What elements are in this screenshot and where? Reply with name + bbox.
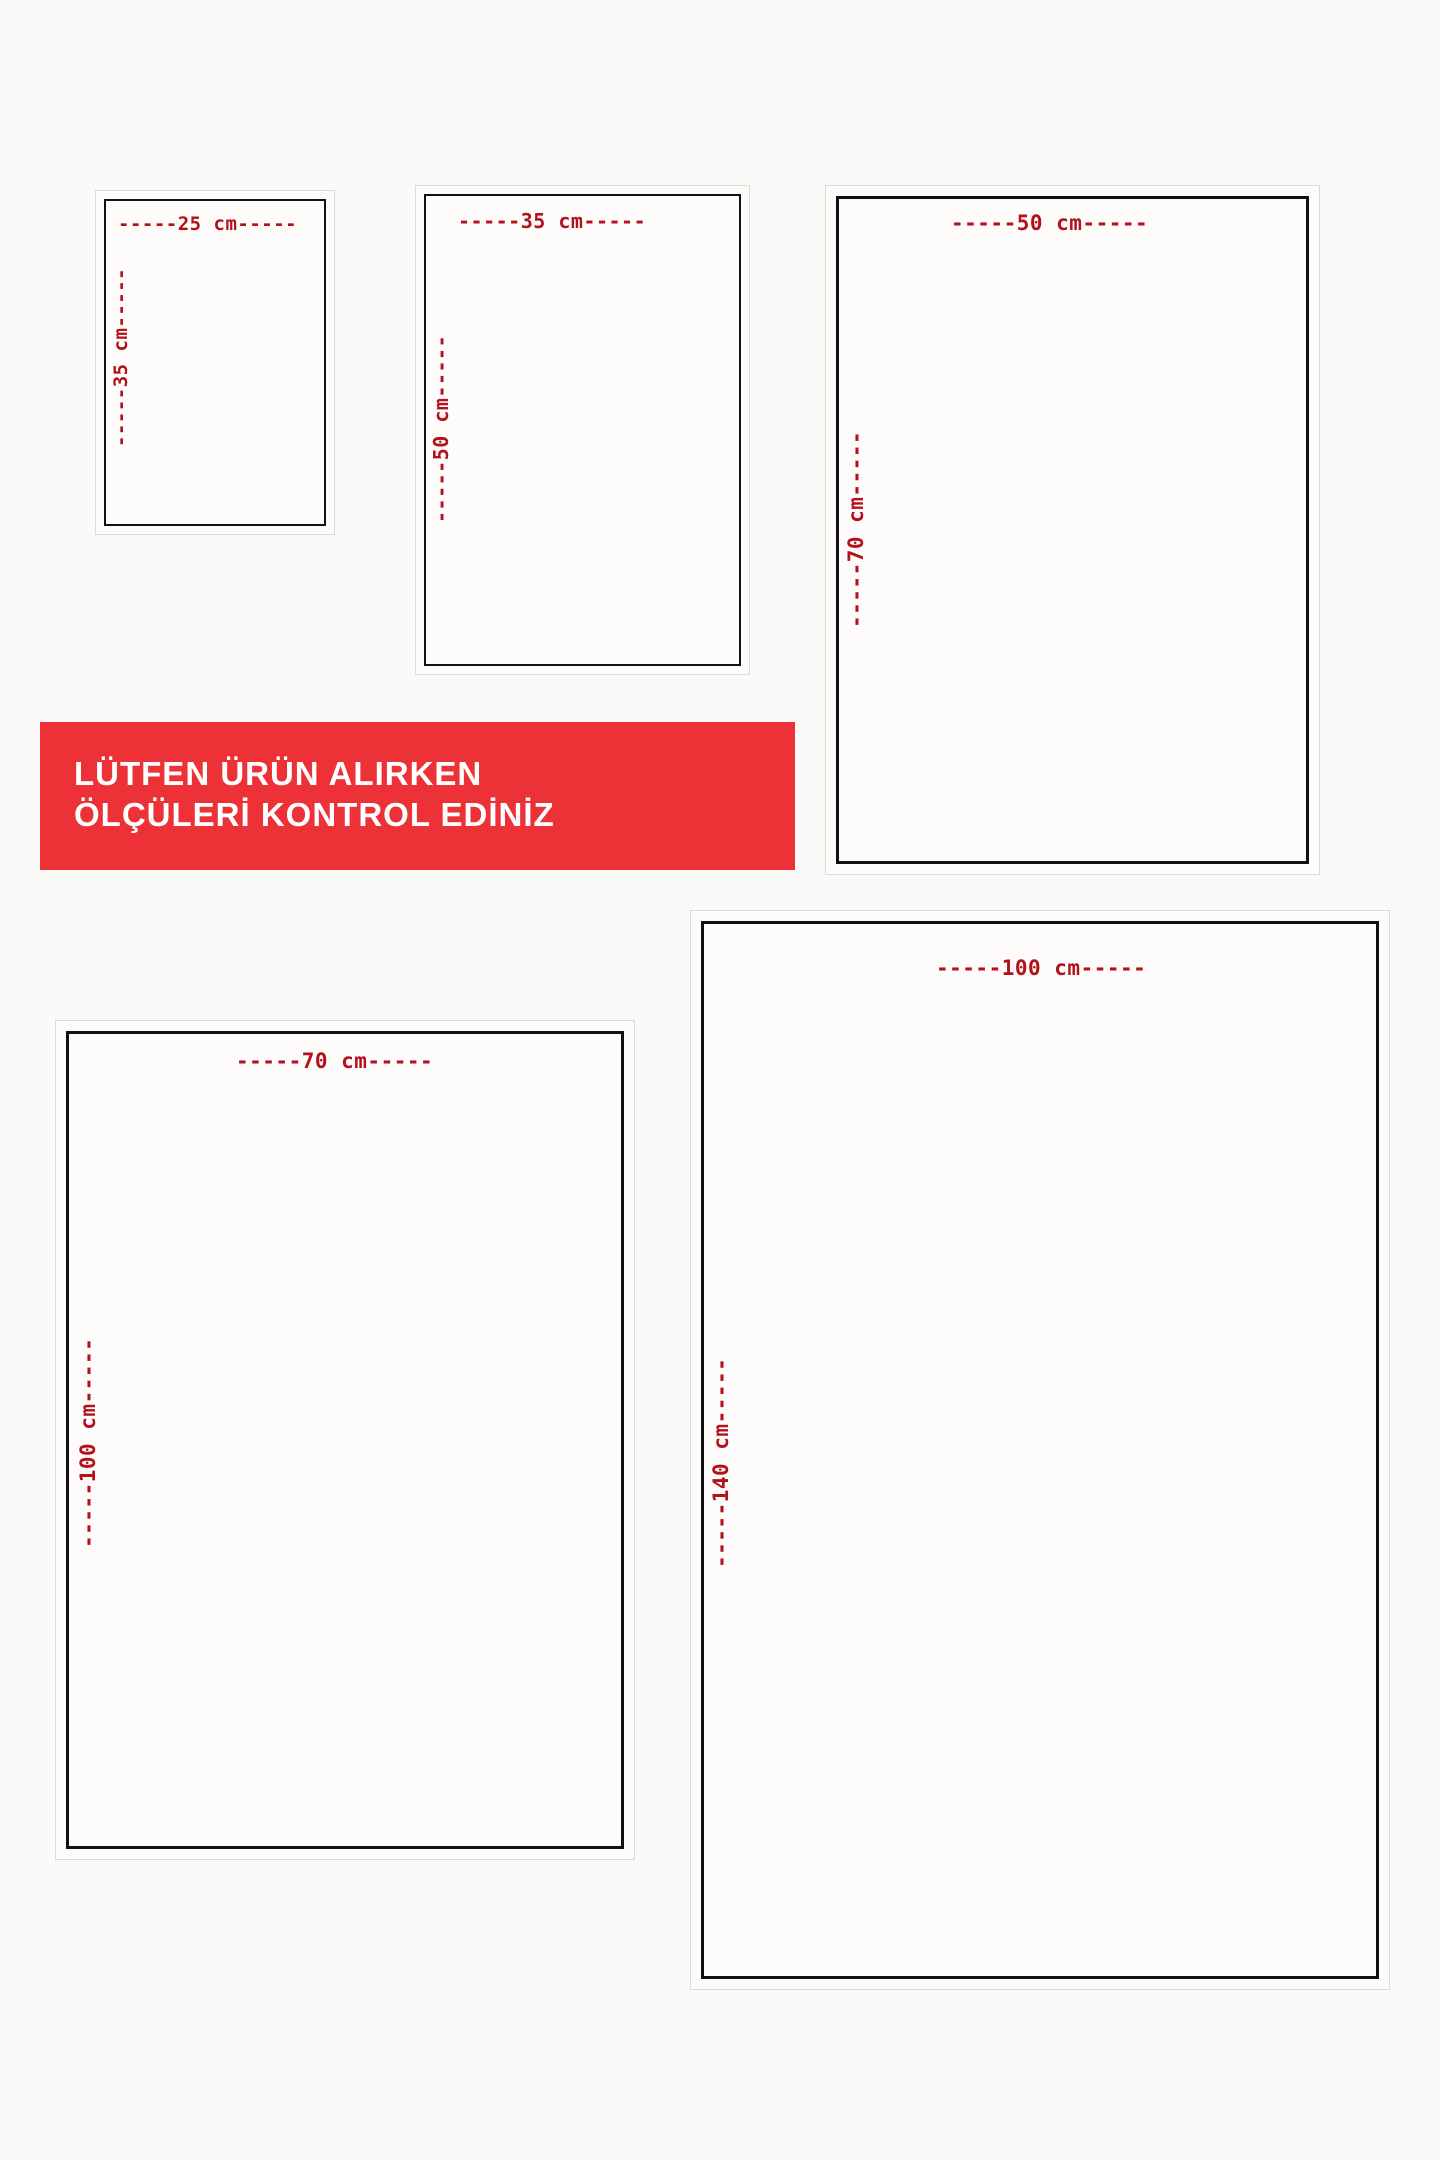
height-label-35cm: -----35 cm-----	[110, 267, 132, 447]
warning-line-2: ÖLÇÜLERİ KONTROL EDİNİZ	[74, 796, 555, 833]
size-swatch-inner	[836, 196, 1309, 864]
size-swatch-inner	[104, 199, 326, 526]
size-swatch-35x50	[415, 185, 750, 675]
width-label-70cm: -----70 cm-----	[236, 1049, 434, 1073]
size-swatch-inner	[701, 921, 1379, 1979]
size-swatch-50x70	[825, 185, 1320, 875]
size-swatch-inner	[424, 194, 741, 666]
size-swatch-100x140	[690, 910, 1390, 1990]
width-label-35cm: -----35 cm-----	[458, 209, 647, 233]
height-label-50cm: -----50 cm-----	[429, 334, 453, 523]
measurement-warning-banner	[40, 722, 795, 870]
width-label-25cm: -----25 cm-----	[118, 213, 298, 235]
warning-line-1: LÜTFEN ÜRÜN ALIRKEN	[74, 754, 483, 792]
size-swatch-inner	[66, 1031, 624, 1849]
size-swatch-25x35	[95, 190, 335, 535]
size-swatch-70x100	[55, 1020, 635, 1860]
width-label-50cm: -----50 cm-----	[951, 211, 1149, 235]
height-label-100cm: -----100 cm-----	[76, 1337, 100, 1548]
width-label-100cm: -----100 cm-----	[936, 956, 1147, 980]
height-label-140cm: -----140 cm-----	[709, 1357, 733, 1568]
height-label-70cm: -----70 cm-----	[844, 430, 868, 628]
